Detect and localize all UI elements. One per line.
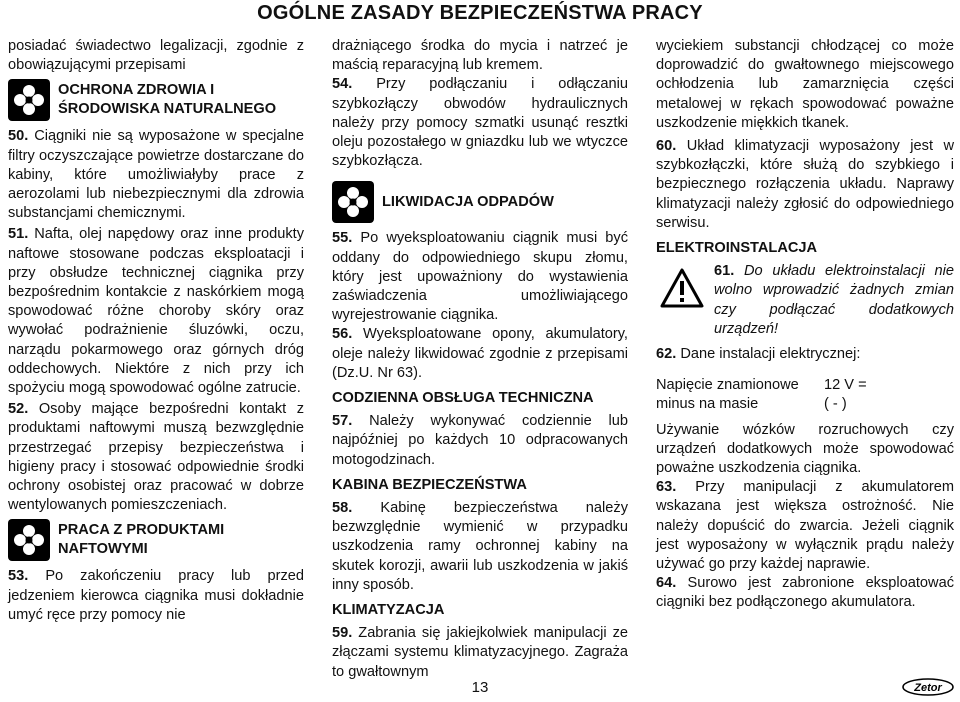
- flower-icon: [8, 79, 50, 121]
- item-number: 60.: [656, 138, 677, 155]
- item-number: 56.: [332, 326, 353, 343]
- section-environment: [8, 79, 304, 121]
- section-title: LIKWIDACJA ODPADÓW: [382, 193, 554, 210]
- heading-electrical: ELEKTROINSTALACJA: [656, 240, 818, 257]
- item-number: 57.: [332, 413, 353, 430]
- item-number: 61.: [714, 263, 735, 280]
- section-title: PRACA Z PRODUKTAMI NAFTOWYMI: [58, 522, 225, 558]
- item-number: 62.: [656, 346, 677, 363]
- logo-text: Zetor: [914, 682, 942, 694]
- paragraph: drażniącego środka do mycia i natrzeć je maścią reparacyjną lub kremem.: [332, 38, 628, 74]
- paragraph: Używanie wózków rozruchowych czy urządzeń dodatkowych może spowodować poważne uszkodzenia ciągnika.: [656, 421, 954, 477]
- paragraph: Dane instalacji elektrycznej:: [680, 346, 861, 363]
- item-number: 59.: [332, 625, 353, 642]
- paragraph: Należy wykonywać codziennie lub najpóźniej po każdych 10 odpracowanych motogodzinach.: [332, 413, 628, 468]
- spec-list: [656, 376, 954, 414]
- paragraph: Kabinę bezpieczeństwa należy bezwzględnie wymienić w przypadku uszkodzenia ramy ochronnej kabiny na skutek korozji, awarii lub uszkodzenia w jakiś inny sposób.: [332, 500, 628, 593]
- item-number: 58.: [332, 500, 353, 517]
- paragraph: Wyeksploatowane opony, akumulatory, oleje należy likwidować zgodnie z przepisami (Dz.U. Nr 63).: [332, 326, 628, 381]
- paragraph: Nafta, olej napędowy oraz inne produkty naftowe stosowane podczas eksploatacji i przy obsłudze technicznej ciągnika przy bezpośrednim kontakcie z naskórkiem mogą spowodować różne choroby skóry oraz wywołać podrażnienie śluzówki, oczu, narządu pokarmowego oraz górnych dróg oddechowych. Niektóre z nich przy ich spożyciu mogą spowodować ogólne zatrucie.: [8, 226, 304, 397]
- spec-value: ( - ): [824, 396, 847, 413]
- paragraph: Osoby mające bezpośredni kontakt z produktami naftowymi muszą bezwzględnie przestrzegać przepisy bezpieczeństwa i higieny pracy i stosować odpowiednie środki ochrony osobistej oraz pracować w dobrze wentylowanych pomieszczeniach.: [8, 401, 304, 514]
- spec-label: minus na masie: [656, 396, 759, 413]
- item-number: 52.: [8, 401, 29, 418]
- paragraph: Przy manipulacji z akumulatorem wskazana jest większa ostrożność. Nie należy dopuścić do zwarcia. Jeżeli ciągnik jest wyposażony w wyłącznik prądu należy używać go przy każdej naprawie.: [656, 479, 954, 573]
- item-number: 53.: [8, 568, 29, 585]
- spec-row: [656, 376, 954, 395]
- spec-label: Napięcie znamionowe: [656, 377, 799, 394]
- section-title: OCHRONA ZDROWIA I ŚRODOWISKA NATURALNEGO: [58, 82, 277, 118]
- section-waste: [332, 181, 628, 223]
- flower-icon: [8, 519, 50, 561]
- column-left: [8, 37, 304, 625]
- item-number: 50.: [8, 128, 29, 145]
- heading-cab: KABINA BEZPIECZEŃSTWA: [332, 476, 527, 493]
- item-number: 63.: [656, 479, 677, 496]
- paragraph: Surowo jest zabronione eksploatować ciągniki bez podłączonego akumulatora.: [656, 575, 954, 611]
- paragraph: wyciekiem substancji chłodzącej co może doprowadzić do gwałtownego miejscowego ochłodzenia lub zamarznięcia części metalowej w rękach spowodować poważne uszkodzenie miękkich tkanek.: [656, 38, 954, 131]
- paragraph: Po wyeksploatowaniu ciągnik musi być oddany do odpowiedniego skupu złomu, który jest upoważniony do wystawienia zaświadczenia umożliwiającego wyrejestrowanie ciągnika.: [332, 230, 628, 324]
- zetor-logo: [902, 678, 954, 696]
- warning-block: [656, 262, 954, 339]
- item-number: 54.: [332, 76, 353, 93]
- section-petroleum: [8, 519, 304, 561]
- warning-icon: [660, 268, 704, 308]
- column-middle: [332, 37, 628, 682]
- column-right: [656, 37, 954, 613]
- warning-text: Do układu elektroinstalacji nie wolno wprowadzić żadnych zmian czy podłączać dodatkowych urządzeń!: [714, 263, 954, 337]
- spec-row: [656, 395, 954, 414]
- paragraph: Ciągniki nie są wyposażone w specjalne filtry oczyszczające powietrze dostarczane do kabiny, które umożliwiałyby prace z aerozolami lub niebezpiecznymi dla zdrowia substancjami chemicznymi.: [8, 128, 304, 222]
- flower-icon: [332, 181, 374, 223]
- paragraph: posiadać świadectwo legalizacji, zgodnie z obowiązującymi przepisami: [8, 38, 304, 74]
- paragraph: Układ klimatyzacji wyposażony jest w szybkozłączki, które służą do szybkiego i bezpiecznego rozłączenia układu. Naprawy klimatyzacji należy zgłosić do odpowiedniego serwisu.: [656, 138, 954, 231]
- page-number: 13: [471, 679, 489, 696]
- spec-value: 12 V =: [824, 377, 867, 394]
- paragraph: Po zakończeniu pracy lub przed jedzeniem kierowca ciągnika musi dokładnie umyć ręce przy pomocy nie: [8, 568, 304, 623]
- paragraph: Przy podłączaniu i odłączaniu szybkozłączy obwodów hydraulicznych należy przy pomocy szmatki usunąć resztki oleju pozostałego w gniazdku lub we wtyczce szybkozłącza.: [332, 76, 628, 170]
- item-number: 55.: [332, 230, 353, 247]
- item-number: 51.: [8, 226, 29, 243]
- item-number: 64.: [656, 575, 677, 592]
- heading-service: CODZIENNA OBSŁUGA TECHNICZNA: [332, 390, 594, 407]
- page-title: OGÓLNE ZASADY BEZPIECZEŃSTWA PRACY: [257, 2, 703, 24]
- paragraph: Zabrania się jakiejkolwiek manipulacji ze złączami systemu klimatyzacyjnego. Zagraża to gwałtownym: [332, 625, 628, 680]
- heading-air-conditioning: KLIMATYZACJA: [332, 602, 445, 619]
